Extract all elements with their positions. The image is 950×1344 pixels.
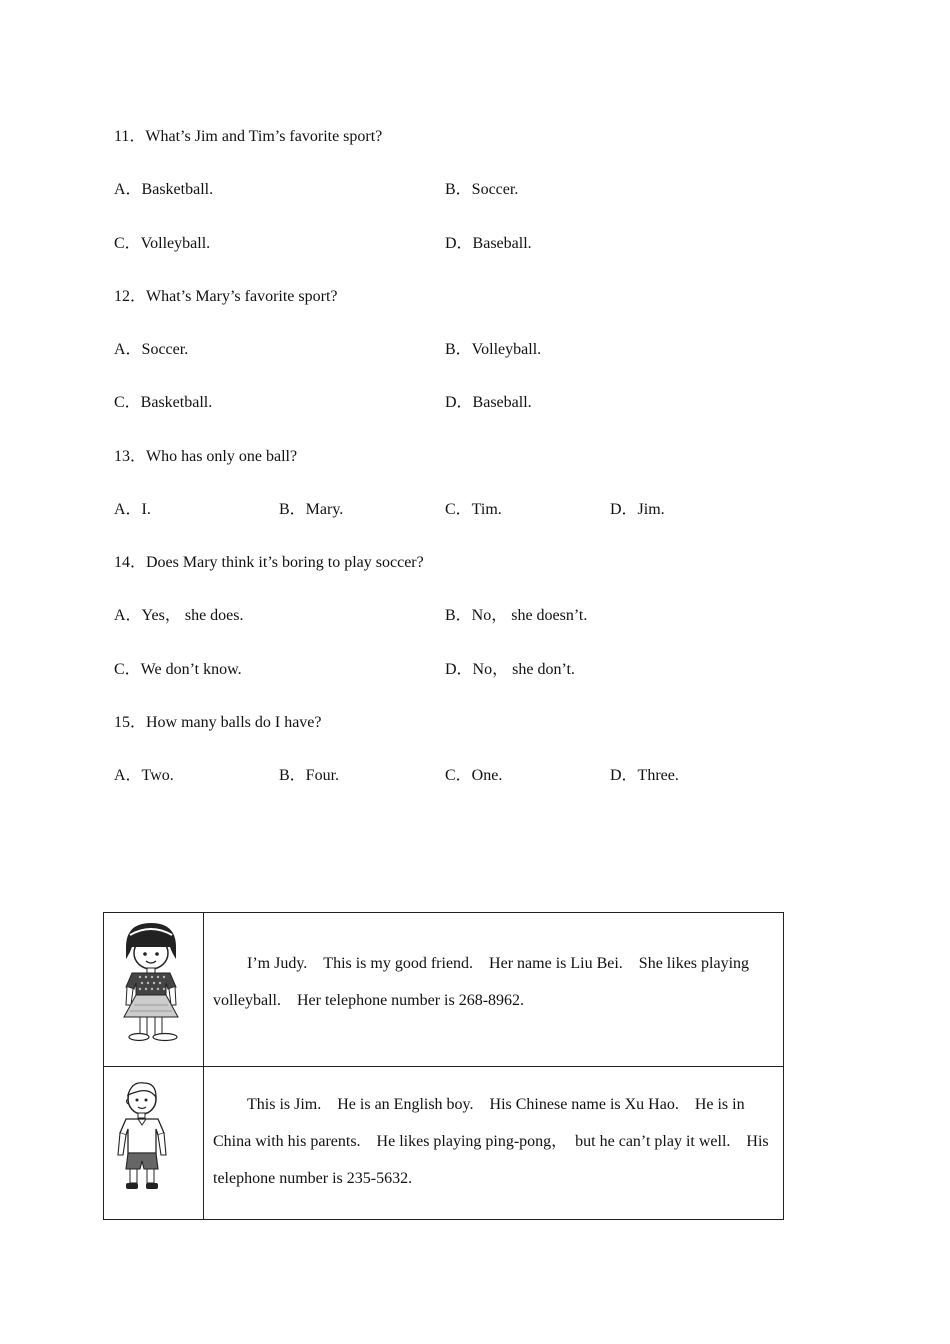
- question-14-option-b: B．No， she doesn’t.: [445, 607, 588, 624]
- question-15-option-b: B．Four.: [279, 767, 340, 784]
- boy-illustration-icon: [104, 1067, 204, 1219]
- question-14-option-a: A．Yes， she does.: [114, 607, 244, 624]
- question-11-stem: 11．What’s Jim and Tim’s favorite sport?: [114, 128, 383, 145]
- table-row-jim: [104, 1067, 783, 1219]
- question-11-option-b: B．Soccer.: [445, 181, 519, 198]
- question-13-option-a: A．I.: [114, 501, 151, 518]
- question-15-stem: 15．How many balls do I have?: [114, 714, 322, 731]
- picture-cell: [104, 913, 204, 1066]
- girl-illustration-icon: [104, 913, 204, 1067]
- question-13-stem: 13．Who has only one ball?: [114, 448, 298, 465]
- question-11-option-a: A．Basketball.: [114, 181, 214, 198]
- question-13-option-b: B．Mary.: [279, 501, 344, 518]
- question-14-option-c: C．We don’t know.: [114, 661, 242, 678]
- question-12-option-a: A．Soccer.: [114, 341, 189, 358]
- question-11-option-d: D．Baseball.: [445, 235, 532, 252]
- question-15-option-a: A．Two.: [114, 767, 174, 784]
- table-row-judy: [104, 913, 783, 1067]
- question-13-option-c: C．Tim.: [445, 501, 502, 518]
- question-14-option-d: D．No， she don’t.: [445, 661, 575, 678]
- jim-passage-text: This is Jim. He is an English boy. His Chinese name is Xu Hao. He is in China with his parents. He likes playing ping-pong， but he can’t play it well. His telephone number is 235-5632.: [213, 1096, 769, 1187]
- judy-passage-text: I’m Judy. This is my good friend. Her name is Liu Bei. She likes playing volleyball. Her telephone number is 268-8962.: [213, 955, 750, 1009]
- question-12-option-b: B．Volleyball.: [445, 341, 542, 358]
- judy-passage-cell: [213, 913, 773, 1019]
- reading-passage-table: [103, 912, 784, 1220]
- question-15-option-c: C．One.: [445, 767, 503, 784]
- question-14-stem: 14．Does Mary think it’s boring to play soccer?: [114, 554, 424, 571]
- question-11-option-c: C．Volleyball.: [114, 235, 211, 252]
- question-15-option-d: D．Three.: [610, 767, 679, 784]
- question-12-stem: 12．What’s Mary’s favorite sport?: [114, 288, 338, 305]
- jim-passage-cell: [213, 1067, 773, 1197]
- question-13-option-d: D．Jim.: [610, 501, 665, 518]
- question-12-option-c: C．Basketball.: [114, 394, 213, 411]
- picture-cell: [104, 1067, 204, 1219]
- question-12-option-d: D．Baseball.: [445, 394, 532, 411]
